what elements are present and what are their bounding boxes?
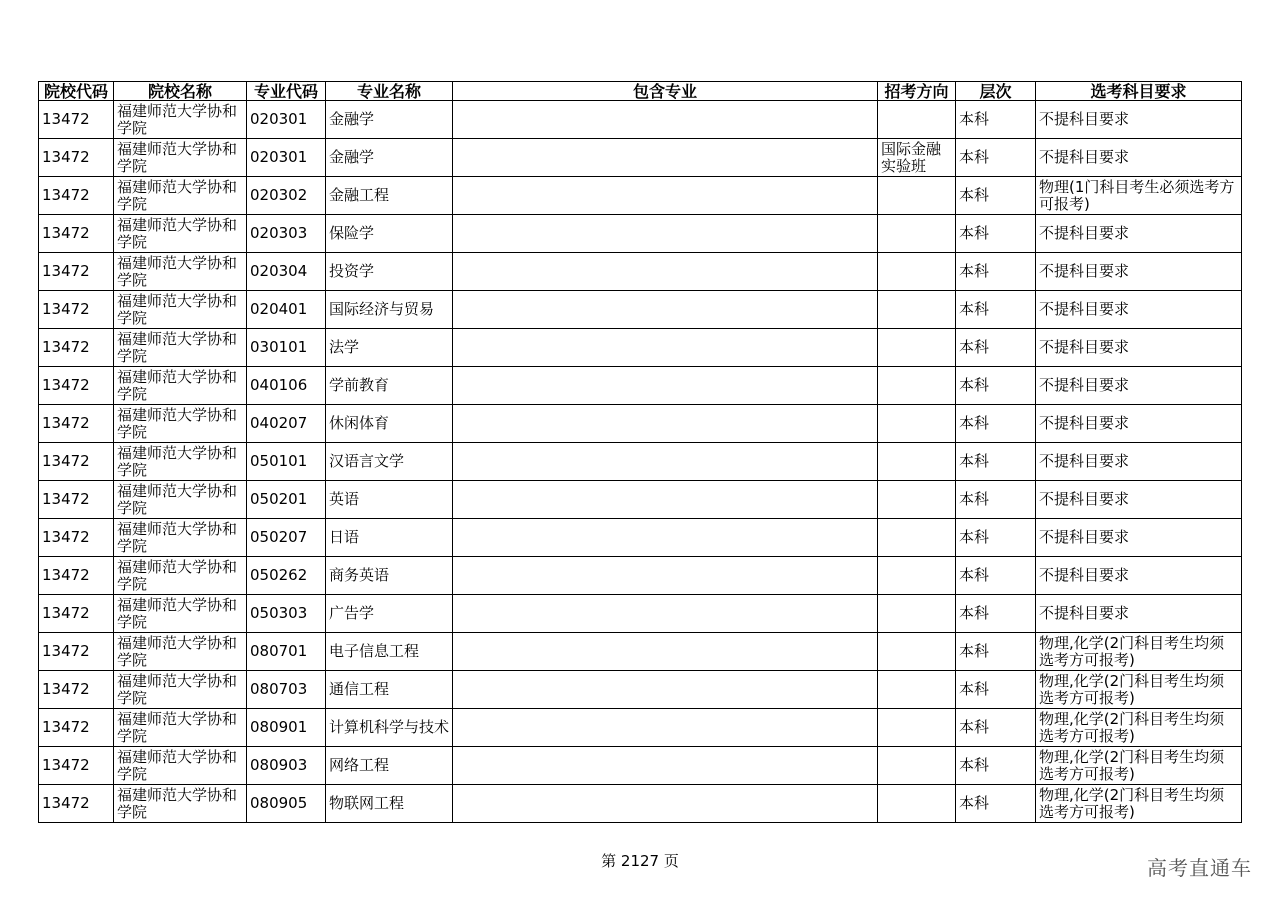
cell-level: 本科: [956, 139, 1036, 177]
cell-school-code: 13472: [39, 215, 114, 253]
cell-major-code: 050101: [247, 443, 326, 481]
cell-direction: [878, 215, 956, 253]
cell-subject-requirement: 物理,化学(2门科目考生均须选考方可报考): [1036, 671, 1242, 709]
cell-school-code: 13472: [39, 443, 114, 481]
cell-school-code: 13472: [39, 101, 114, 139]
cell-direction: [878, 557, 956, 595]
cell-school-name: 福建师范大学协和学院: [114, 785, 247, 823]
table-row: [39, 101, 1242, 139]
cell-included-majors: [453, 747, 878, 785]
cell-major-name: 金融学: [326, 101, 453, 139]
cell-level: 本科: [956, 329, 1036, 367]
cell-major-code: 020304: [247, 253, 326, 291]
cell-school-code: 13472: [39, 367, 114, 405]
cell-included-majors: [453, 633, 878, 671]
cell-direction: [878, 709, 956, 747]
cell-included-majors: [453, 557, 878, 595]
cell-included-majors: [453, 595, 878, 633]
cell-subject-requirement: 不提科目要求: [1036, 481, 1242, 519]
cell-level: 本科: [956, 405, 1036, 443]
cell-direction: [878, 405, 956, 443]
cell-major-name: 广告学: [326, 595, 453, 633]
cell-school-name: 福建师范大学协和学院: [114, 139, 247, 177]
cell-direction: [878, 519, 956, 557]
cell-subject-requirement: 物理(1门科目考生必须选考方可报考): [1036, 177, 1242, 215]
table-row: [39, 709, 1242, 747]
cell-level: 本科: [956, 747, 1036, 785]
cell-major-code: 050207: [247, 519, 326, 557]
cell-level: 本科: [956, 557, 1036, 595]
cell-major-name: 电子信息工程: [326, 633, 453, 671]
cell-direction: [878, 481, 956, 519]
cell-included-majors: [453, 253, 878, 291]
cell-included-majors: [453, 139, 878, 177]
cell-included-majors: [453, 177, 878, 215]
cell-major-name: 汉语言文学: [326, 443, 453, 481]
cell-school-code: 13472: [39, 139, 114, 177]
table-row: [39, 367, 1242, 405]
cell-subject-requirement: 不提科目要求: [1036, 367, 1242, 405]
cell-school-code: 13472: [39, 595, 114, 633]
header-included-majors: 包含专业: [453, 82, 878, 101]
cell-subject-requirement: 物理,化学(2门科目考生均须选考方可报考): [1036, 747, 1242, 785]
cell-subject-requirement: 物理,化学(2门科目考生均须选考方可报考): [1036, 709, 1242, 747]
cell-included-majors: [453, 785, 878, 823]
table-row: [39, 291, 1242, 329]
cell-school-name: 福建师范大学协和学院: [114, 481, 247, 519]
cell-major-code: 020302: [247, 177, 326, 215]
cell-school-name: 福建师范大学协和学院: [114, 329, 247, 367]
cell-school-name: 福建师范大学协和学院: [114, 101, 247, 139]
cell-school-code: 13472: [39, 481, 114, 519]
cell-major-name: 计算机科学与技术: [326, 709, 453, 747]
cell-included-majors: [453, 709, 878, 747]
cell-direction: [878, 671, 956, 709]
cell-major-name: 英语: [326, 481, 453, 519]
cell-direction: [878, 177, 956, 215]
cell-direction: [878, 785, 956, 823]
table-row: [39, 519, 1242, 557]
cell-level: 本科: [956, 215, 1036, 253]
cell-level: 本科: [956, 177, 1036, 215]
cell-major-name: 通信工程: [326, 671, 453, 709]
table-row: [39, 557, 1242, 595]
cell-major-code: 030101: [247, 329, 326, 367]
cell-school-code: 13472: [39, 329, 114, 367]
cell-major-code: 020303: [247, 215, 326, 253]
table-header-row: [39, 82, 1242, 101]
cell-subject-requirement: 不提科目要求: [1036, 101, 1242, 139]
cell-level: 本科: [956, 291, 1036, 329]
cell-major-code: 050262: [247, 557, 326, 595]
cell-included-majors: [453, 329, 878, 367]
cell-included-majors: [453, 671, 878, 709]
cell-level: 本科: [956, 633, 1036, 671]
cell-included-majors: [453, 443, 878, 481]
cell-school-code: 13472: [39, 785, 114, 823]
header-level: 层次: [956, 82, 1036, 101]
cell-school-code: 13472: [39, 747, 114, 785]
cell-school-name: 福建师范大学协和学院: [114, 671, 247, 709]
cell-major-name: 金融学: [326, 139, 453, 177]
table-row: [39, 215, 1242, 253]
header-school-name: 院校名称: [114, 82, 247, 101]
page-number: 第 2127 页: [601, 852, 679, 870]
cell-school-name: 福建师范大学协和学院: [114, 291, 247, 329]
header-subject-requirement: 选考科目要求: [1036, 82, 1242, 101]
admissions-table: [38, 81, 1242, 823]
cell-included-majors: [453, 519, 878, 557]
cell-level: 本科: [956, 367, 1036, 405]
cell-school-name: 福建师范大学协和学院: [114, 443, 247, 481]
cell-major-code: 080703: [247, 671, 326, 709]
cell-direction: [878, 101, 956, 139]
cell-level: 本科: [956, 101, 1036, 139]
cell-school-code: 13472: [39, 671, 114, 709]
table-row: [39, 177, 1242, 215]
cell-major-code: 050303: [247, 595, 326, 633]
table-row: [39, 595, 1242, 633]
cell-school-code: 13472: [39, 405, 114, 443]
cell-major-code: 050201: [247, 481, 326, 519]
cell-subject-requirement: 不提科目要求: [1036, 139, 1242, 177]
cell-level: 本科: [956, 443, 1036, 481]
cell-major-name: 金融工程: [326, 177, 453, 215]
cell-school-code: 13472: [39, 177, 114, 215]
cell-school-name: 福建师范大学协和学院: [114, 215, 247, 253]
cell-school-code: 13472: [39, 633, 114, 671]
cell-level: 本科: [956, 709, 1036, 747]
cell-school-name: 福建师范大学协和学院: [114, 747, 247, 785]
cell-major-name: 休闲体育: [326, 405, 453, 443]
cell-major-code: 020301: [247, 139, 326, 177]
cell-school-code: 13472: [39, 557, 114, 595]
header-major-name: 专业名称: [326, 82, 453, 101]
cell-level: 本科: [956, 671, 1036, 709]
cell-level: 本科: [956, 481, 1036, 519]
cell-school-code: 13472: [39, 291, 114, 329]
table-row: [39, 671, 1242, 709]
cell-direction: [878, 329, 956, 367]
cell-major-code: 040207: [247, 405, 326, 443]
cell-level: 本科: [956, 785, 1036, 823]
table-row: [39, 329, 1242, 367]
cell-major-name: 物联网工程: [326, 785, 453, 823]
cell-subject-requirement: 不提科目要求: [1036, 215, 1242, 253]
cell-school-name: 福建师范大学协和学院: [114, 557, 247, 595]
cell-subject-requirement: 不提科目要求: [1036, 595, 1242, 633]
watermark: 高考直通车: [1147, 856, 1252, 880]
cell-school-name: 福建师范大学协和学院: [114, 405, 247, 443]
table-row: [39, 443, 1242, 481]
cell-included-majors: [453, 291, 878, 329]
table-row: [39, 405, 1242, 443]
cell-level: 本科: [956, 519, 1036, 557]
cell-school-name: 福建师范大学协和学院: [114, 177, 247, 215]
cell-direction: [878, 747, 956, 785]
cell-direction: [878, 253, 956, 291]
cell-subject-requirement: 不提科目要求: [1036, 443, 1242, 481]
cell-level: 本科: [956, 253, 1036, 291]
cell-direction: [878, 443, 956, 481]
cell-direction: 国际金融实验班: [878, 139, 956, 177]
cell-major-name: 法学: [326, 329, 453, 367]
cell-direction: [878, 595, 956, 633]
header-school-code: 院校代码: [39, 82, 114, 101]
cell-subject-requirement: 物理,化学(2门科目考生均须选考方可报考): [1036, 633, 1242, 671]
cell-major-code: 020401: [247, 291, 326, 329]
cell-included-majors: [453, 101, 878, 139]
cell-major-name: 学前教育: [326, 367, 453, 405]
cell-included-majors: [453, 367, 878, 405]
cell-subject-requirement: 物理,化学(2门科目考生均须选考方可报考): [1036, 785, 1242, 823]
cell-included-majors: [453, 481, 878, 519]
cell-school-name: 福建师范大学协和学院: [114, 253, 247, 291]
table-row: [39, 253, 1242, 291]
cell-subject-requirement: 不提科目要求: [1036, 291, 1242, 329]
cell-major-code: 080905: [247, 785, 326, 823]
cell-school-name: 福建师范大学协和学院: [114, 595, 247, 633]
cell-subject-requirement: 不提科目要求: [1036, 405, 1242, 443]
table-body: [39, 101, 1242, 823]
cell-direction: [878, 633, 956, 671]
cell-subject-requirement: 不提科目要求: [1036, 557, 1242, 595]
cell-major-name: 投资学: [326, 253, 453, 291]
cell-major-code: 080903: [247, 747, 326, 785]
cell-school-name: 福建师范大学协和学院: [114, 709, 247, 747]
cell-school-code: 13472: [39, 709, 114, 747]
table-row: [39, 633, 1242, 671]
cell-major-name: 保险学: [326, 215, 453, 253]
table-row: [39, 785, 1242, 823]
cell-level: 本科: [956, 595, 1036, 633]
cell-direction: [878, 291, 956, 329]
cell-school-name: 福建师范大学协和学院: [114, 633, 247, 671]
cell-school-code: 13472: [39, 519, 114, 557]
cell-included-majors: [453, 215, 878, 253]
cell-major-code: 020301: [247, 101, 326, 139]
cell-major-name: 国际经济与贸易: [326, 291, 453, 329]
header-major-code: 专业代码: [247, 82, 326, 101]
cell-subject-requirement: 不提科目要求: [1036, 253, 1242, 291]
cell-school-name: 福建师范大学协和学院: [114, 367, 247, 405]
cell-school-name: 福建师范大学协和学院: [114, 519, 247, 557]
cell-major-code: 080901: [247, 709, 326, 747]
cell-included-majors: [453, 405, 878, 443]
cell-major-code: 040106: [247, 367, 326, 405]
cell-subject-requirement: 不提科目要求: [1036, 329, 1242, 367]
table-row: [39, 747, 1242, 785]
cell-major-code: 080701: [247, 633, 326, 671]
cell-major-name: 商务英语: [326, 557, 453, 595]
cell-subject-requirement: 不提科目要求: [1036, 519, 1242, 557]
table-row: [39, 481, 1242, 519]
table-row: [39, 139, 1242, 177]
cell-school-code: 13472: [39, 253, 114, 291]
header-direction: 招考方向: [878, 82, 956, 101]
cell-direction: [878, 367, 956, 405]
cell-major-name: 网络工程: [326, 747, 453, 785]
cell-major-name: 日语: [326, 519, 453, 557]
